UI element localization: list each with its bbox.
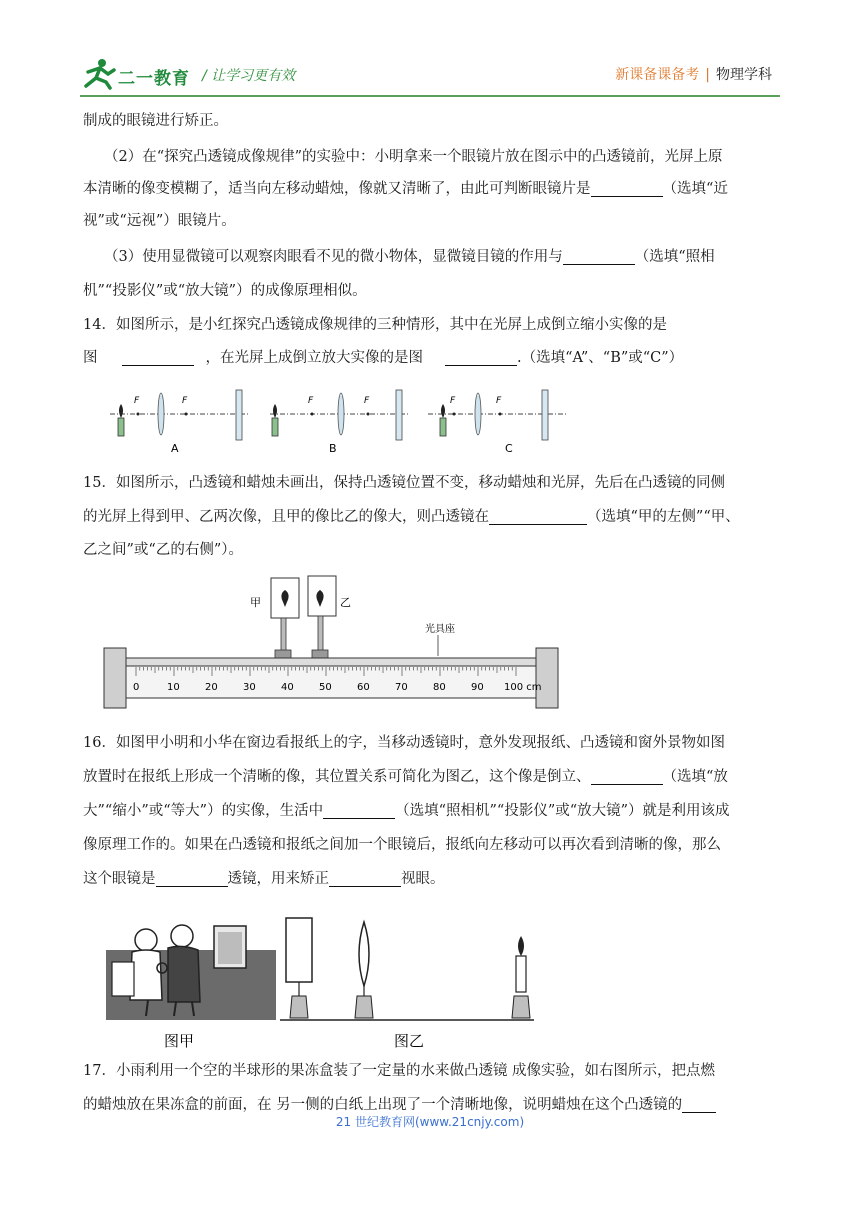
text-span: （选填“近 (662, 181, 728, 197)
slogan: / 让学习更有效 (202, 68, 296, 84)
question-14: 14．如图所示，是小红探究凸透镜成像规律的三种情形，其中在光屏上成倒立缩小实像的是 (83, 317, 667, 333)
scale-label: 50 (319, 682, 332, 693)
header-divider (80, 95, 780, 97)
lens-setup (280, 918, 534, 1050)
answer-blank[interactable] (591, 766, 663, 785)
figure-14 (108, 384, 568, 460)
answer-blank[interactable] (122, 347, 194, 366)
focus-label: F (496, 396, 502, 406)
setup-label: C (505, 442, 513, 455)
text-line (104, 240, 804, 274)
header-right (615, 64, 772, 84)
text-span: 这个眼镜是 (83, 871, 156, 887)
text-line (83, 341, 783, 375)
text-span: 透镜，用来矫正 (227, 871, 329, 887)
scale-label: 100 cm (504, 682, 542, 693)
screen-yi (308, 576, 351, 660)
header-separator: | (705, 67, 710, 83)
header-subject: 物理学科 (716, 67, 772, 83)
text-span: .（选填“A”、“B”或“C”） (517, 350, 684, 366)
focus-label: F (134, 396, 140, 406)
scale-label: 60 (357, 682, 370, 693)
scale-label: 10 (167, 682, 180, 693)
scale-label: 0 (133, 682, 140, 693)
answer-blank[interactable] (591, 178, 663, 197)
focus-label: F (182, 396, 188, 406)
text-span: 图 (83, 350, 98, 366)
question-15: 15．如图所示，凸透镜和蜡烛未画出，保持凸透镜位置不变，移动蜡烛和光屏，先后在凸透镜的同侧 (83, 475, 725, 491)
text-span: ，在光屏上成倒立放大实像的是图 (205, 350, 423, 366)
scale-label: 40 (281, 682, 294, 693)
screen-label: 甲 (250, 596, 261, 609)
text-line (83, 760, 783, 794)
text-line (83, 862, 783, 896)
figure-caption-right: 图乙 (394, 1032, 425, 1050)
text-line: 制成的眼镜进行矫正。 (83, 113, 228, 129)
setup-label: A (171, 442, 179, 455)
page-footer: 21 世纪教育网(www.21cnjy.com) (335, 1115, 525, 1129)
setup-b (270, 390, 408, 455)
answer-blank[interactable] (156, 868, 228, 887)
question-16: 16．如图甲小明和小华在窗边看报纸上的字，当移动透镜时，意外发现报纸、凸透镜和窗外景物如图 (83, 735, 725, 751)
text-line: （2）在“探究凸透镜成像规律”的实验中：小明拿来一个眼镜片放在图示中的凸透镜前，光屏上原 (104, 149, 723, 165)
figure-15 (100, 572, 562, 720)
answer-blank[interactable] (563, 246, 635, 265)
text-line: 像原理工作的。如果在凸透镜和报纸之间加一个眼镜后，报纸向左移动可以再次看到清晰的像，那么 (83, 837, 721, 853)
text-line: 视”或“远视”）眼镜片。 (83, 213, 236, 229)
runner-logo-icon (80, 56, 120, 90)
screen-jia (250, 578, 299, 660)
text-span: （3）使用显微镜可以观察肉眼看不见的微小物体，显微镜目镜的作用与 (104, 249, 563, 265)
logo-text: 二一教育 (118, 69, 190, 89)
text-span: 的蜡烛放在果冻盒的前面，在 另一侧的白纸上出现了一个清晰地像，说明蜡烛在这个凸透镜的 (83, 1097, 683, 1113)
text-span: 本清晰的像变模糊了，适当向左移动蜡烛，像就又清晰了，由此可判断眼镜片是 (83, 181, 591, 197)
text-line (83, 794, 783, 828)
setup-label: B (329, 442, 337, 455)
text-line: 乙之间”或“乙的右侧”）。 (83, 542, 243, 558)
bench-label: 光具座 (425, 624, 455, 635)
text-span: （选填“照相 (634, 249, 715, 265)
focus-label: F (308, 396, 314, 406)
page-header (80, 56, 780, 92)
answer-blank[interactable] (329, 868, 401, 887)
scale-label: 80 (433, 682, 446, 693)
text-line (83, 500, 783, 534)
answer-blank[interactable] (489, 506, 587, 525)
answer-blank[interactable] (445, 347, 517, 366)
text-span: （选填“甲的左侧”“甲、 (587, 509, 740, 525)
scale-label: 30 (243, 682, 256, 693)
scale-label: 20 (205, 682, 218, 693)
text-span: （选填“放 (662, 769, 728, 785)
setup-a (110, 390, 248, 455)
text-span: 的光屏上得到甲、乙两次像，且甲的像比乙的像大，则凸透镜在 (83, 509, 489, 525)
answer-blank[interactable] (682, 1094, 716, 1113)
question-17: 17．小雨利用一个空的半球形的果冻盒装了一定量的水来做凸透镜 成像实验，如右图所示，把点燃 (83, 1063, 716, 1079)
scale-label: 90 (471, 682, 484, 693)
text-span: 大”“缩小”或“等大”）的实像，生活中 (83, 803, 324, 819)
logo (80, 56, 210, 90)
text-span: （选填“照相机”“投影仪”或“放大镜”）就是利用该成 (395, 803, 730, 819)
focus-label: F (364, 396, 370, 406)
header-course: 新课备课备考 (615, 67, 700, 83)
text-line (83, 172, 783, 206)
kids-illustration (106, 925, 276, 1050)
scale-label: 70 (395, 682, 408, 693)
screen-label: 乙 (340, 596, 351, 609)
figure-caption-left: 图甲 (164, 1032, 195, 1050)
text-span: 视眼。 (401, 871, 445, 887)
focus-label: F (450, 396, 456, 406)
figure-16 (106, 910, 536, 1052)
text-line: 机”“投影仪”或“放大镜”）的成像原理相似。 (83, 283, 367, 299)
answer-blank[interactable] (323, 800, 395, 819)
setup-c (428, 390, 566, 455)
text-span: 放置时在报纸上形成一个清晰的像，其位置关系可简化为图乙，这个像是倒立、 (83, 769, 591, 785)
